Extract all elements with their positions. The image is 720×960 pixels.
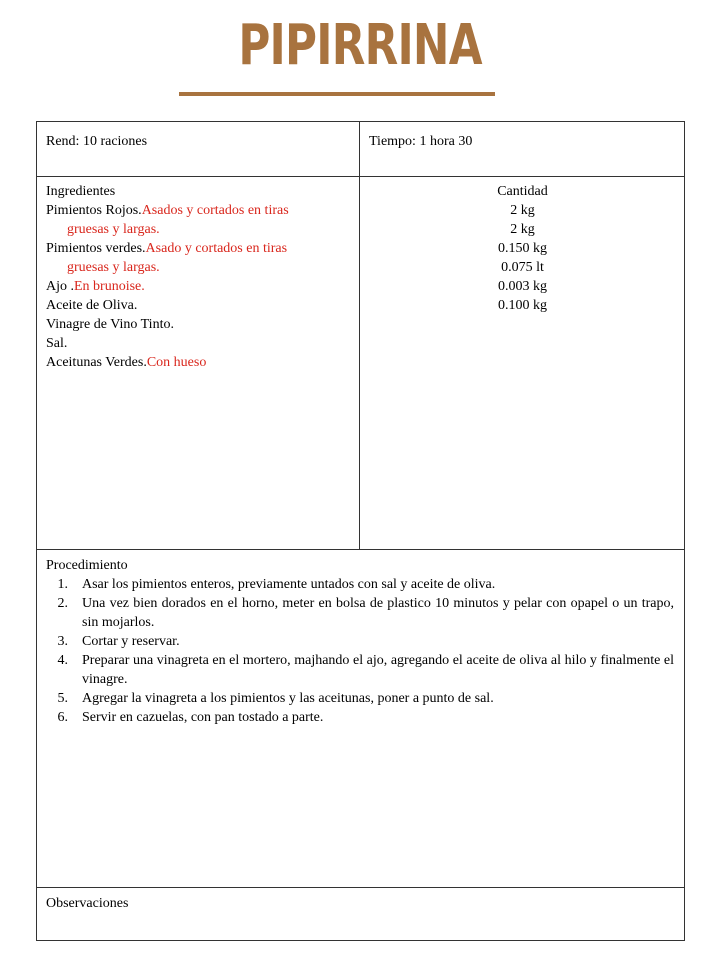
ingredient-item [46,334,351,353]
ingredient-name: Aceitunas Verdes. [46,355,147,370]
row-divider [37,549,684,550]
ingredient-note: Asados y cortados en tiras [141,203,289,218]
ingredient-item [46,277,351,296]
procedure-step [46,651,674,689]
quantity-value: 2 kg [510,222,535,237]
time-cell: Tiempo: 1 hora 30 [369,134,473,149]
step-number: 2. [57,596,68,611]
quantity-value: 0.150 kg [498,241,547,256]
ingredient-item [46,315,351,334]
step-text: Agregar la vinagreta a los pimientos y las aceitunas, poner a punto de sal. [82,691,494,706]
procedure-steps [46,575,674,727]
ingredient-note-continued: gruesas y largas. [67,260,160,275]
ingredient-name: Aceite de Oliva. [46,298,138,313]
title-underline [179,92,495,96]
step-text: Cortar y reservar. [82,634,180,649]
ingredient-name: Vinagre de Vino Tinto. [46,317,174,332]
procedure-step [46,689,674,708]
procedure-step [46,575,674,594]
ingredient-name: Ajo . [46,279,74,294]
quantity-value: 0.100 kg [498,298,547,313]
procedure-heading: Procedimiento [46,558,128,573]
step-text: Preparar una vinagreta en el mortero, majhando el ajo, agregando el aceite de oliva al hilo y finalmente el vinagre. [82,653,674,687]
ingredient-note-continued: gruesas y largas. [67,222,160,237]
row-divider [37,176,684,177]
recipe-table [36,121,685,941]
quantities-cell [360,182,685,315]
quantities-heading: Cantidad [497,184,548,199]
yield-cell: Rend: 10 raciones [46,134,148,149]
ingredient-item [46,296,351,315]
quantity-value: 0.075 lt [501,260,544,275]
step-text: Una vez bien dorados en el horno, meter en bolsa de plastico 10 minutos y pelar con opapel o un trapo, sin mojarlos. [82,596,674,630]
quantity-value: 2 kg [510,203,535,218]
ingredient-note: Asado y cortados en tiras [145,241,288,256]
title-block [0,14,720,78]
observations-cell: Observaciones [46,896,129,911]
ingredient-name: Sal. [46,336,68,351]
ingredient-note: En brunoise. [74,279,145,294]
step-number: 4. [57,653,68,668]
recipe-title: PIPIRRINA [238,13,482,78]
procedure-cell [46,556,674,727]
step-number: 6. [57,710,68,725]
ingredient-note: Con hueso [146,355,207,370]
step-number: 3. [57,634,68,649]
ingredient-item [46,353,351,372]
ingredient-item [46,201,351,220]
row-divider [37,887,684,888]
ingredients-cell [46,182,351,372]
ingredient-name: Pimientos Rojos. [46,203,142,218]
ingredient-name: Pimientos verdes. [46,241,146,256]
step-text: Servir en cazuelas, con pan tostado a parte. [82,710,324,725]
procedure-step [46,708,674,727]
step-number: 5. [57,691,68,706]
procedure-step [46,632,674,651]
step-number: 1. [57,577,68,592]
step-text: Asar los pimientos enteros, previamente untados con sal y aceite de oliva. [82,577,496,592]
quantity-value: 0.003 kg [498,279,547,294]
ingredients-heading: Ingredientes [46,184,116,199]
ingredient-item [46,239,351,258]
procedure-step [46,594,674,632]
